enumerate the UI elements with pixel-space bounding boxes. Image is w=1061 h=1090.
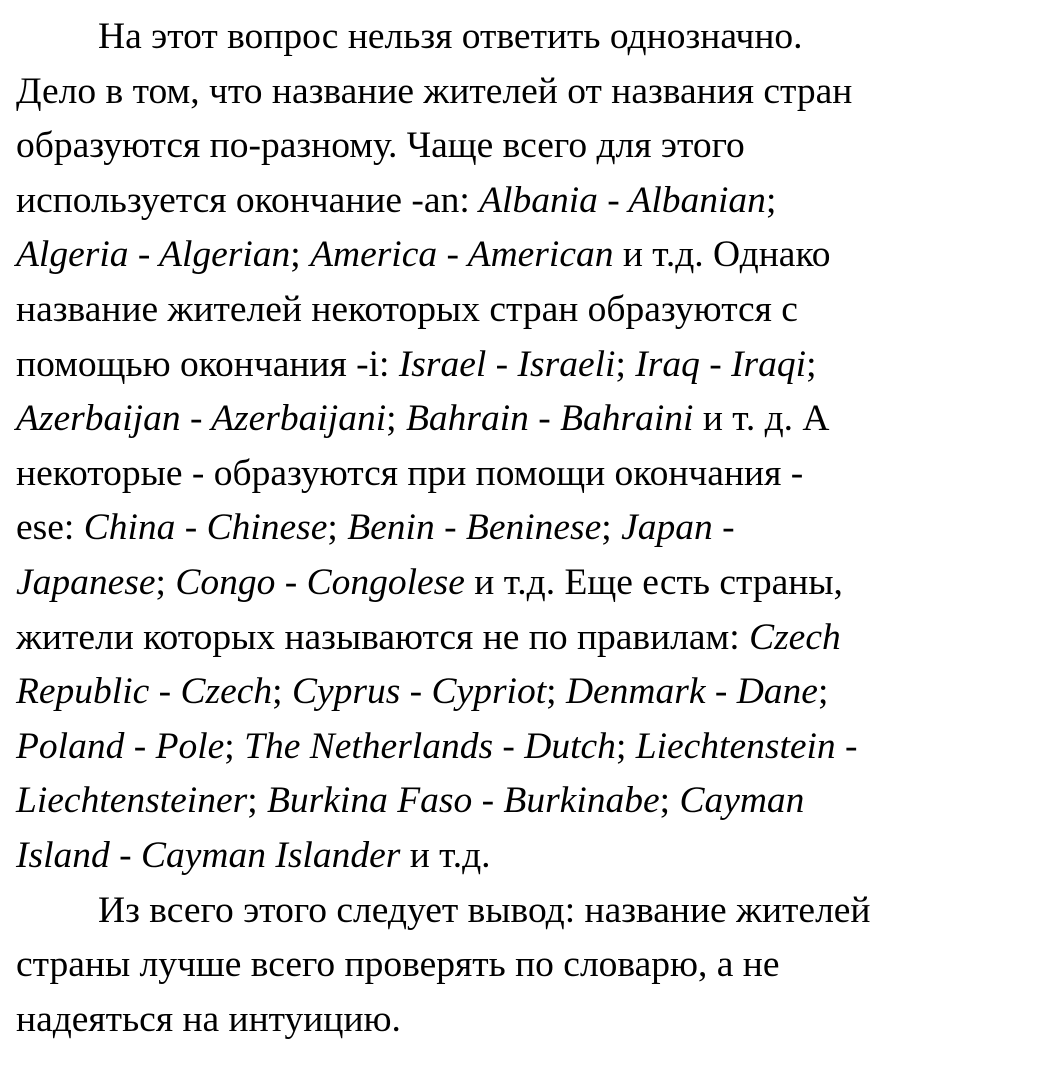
text-run: ; — [386, 398, 406, 440]
italic-text-run: Albania - Albanian — [479, 179, 766, 221]
text-line — [16, 829, 1047, 884]
italic-text-run: Burkina Faso - Burkinabe — [267, 780, 660, 822]
text-run: ; — [224, 725, 245, 767]
text-line — [16, 10, 1047, 65]
text-line — [16, 611, 1047, 666]
italic-text-run: Liechtensteiner — [16, 780, 248, 822]
italic-text-run: Algeria - Algerian — [16, 234, 291, 276]
text-line — [16, 228, 1047, 283]
text-run: Из всего этого следует вывод: название жителей — [98, 889, 871, 931]
text-line — [16, 938, 1047, 993]
text-run: надеяться на интуицию. — [16, 998, 401, 1040]
italic-text-run: Congo - Congolese — [175, 561, 465, 603]
italic-text-run: Japanese — [16, 561, 156, 603]
text-line — [16, 993, 1047, 1048]
text-line — [16, 447, 1047, 502]
italic-text-run: Bahrain - Bahraini — [405, 398, 694, 440]
italic-text-run: Israel - Israeli — [398, 343, 616, 385]
text-run: ; — [247, 780, 267, 822]
italic-text-run: Republic - Czech — [16, 671, 273, 713]
italic-text-run: Iraq - Iraqi — [635, 343, 807, 385]
text-run: используется окончание -an: — [16, 179, 480, 221]
text-line — [16, 665, 1047, 720]
italic-text-run: Czech — [749, 616, 841, 658]
text-run: ; — [546, 671, 566, 713]
italic-text-run: Cayman — [679, 780, 805, 822]
text-run: ; — [601, 507, 622, 549]
text-run: жители которых называются не по правилам: — [16, 616, 750, 658]
italic-text-run: Island - Cayman Islander — [16, 834, 401, 876]
text-line — [16, 774, 1047, 829]
italic-text-run: Denmark - Dane — [565, 671, 818, 713]
text-run: и т.д. Еще есть страны, — [464, 561, 843, 603]
text-run: название жителей некоторых стран образуются с — [16, 288, 798, 330]
text-line — [16, 338, 1047, 393]
text-run: ; — [290, 234, 311, 276]
text-line — [16, 283, 1047, 338]
text-run: и т.д. Однако — [613, 234, 831, 276]
text-run: ; — [806, 343, 817, 385]
text-line — [16, 501, 1047, 556]
text-line — [16, 884, 1047, 939]
italic-text-run: The Netherlands - Dutch — [244, 725, 616, 767]
text-run: образуются по-разному. Чаще всего для этого — [16, 125, 745, 167]
text-run: страны лучше всего проверять по словарю, а не — [16, 944, 780, 986]
text-line — [16, 720, 1047, 775]
text-run: ese: — [16, 507, 84, 549]
text-run: ; — [327, 507, 348, 549]
text-run: ; — [765, 179, 777, 221]
text-run: некоторые - образуются при помощи окончания - — [16, 452, 804, 494]
italic-text-run: Cyprus - Cypriot — [291, 671, 547, 713]
text-run: Дело в том, что название жителей от названия стран — [16, 70, 853, 112]
text-run: ; — [155, 561, 176, 603]
text-run: ; — [615, 725, 636, 767]
italic-text-run: Liechtenstein - — [635, 725, 858, 767]
text-run: и т.д. — [400, 834, 491, 876]
document-body — [16, 10, 1047, 1047]
italic-text-run: Benin - Beninese — [347, 507, 602, 549]
text-run: ; — [817, 671, 829, 713]
text-run: и т. д. А — [693, 398, 830, 440]
italic-text-run: America - American — [310, 234, 614, 276]
italic-text-run: Poland - Pole — [16, 725, 225, 767]
text-run: ; — [615, 343, 636, 385]
text-line — [16, 392, 1047, 447]
text-line — [16, 174, 1047, 229]
paragraph — [16, 10, 1047, 884]
text-line — [16, 556, 1047, 611]
paragraph — [16, 884, 1047, 1048]
text-run: На этот вопрос нельзя ответить однозначно. — [98, 16, 803, 57]
text-run: ; — [659, 780, 680, 822]
text-run: ; — [272, 671, 292, 713]
text-run: помощью окончания -i: — [16, 343, 399, 385]
italic-text-run: Azerbaijan - Azerbaijani — [16, 398, 387, 440]
text-line — [16, 119, 1047, 174]
italic-text-run: Japan - — [621, 507, 735, 549]
text-line — [16, 65, 1047, 120]
italic-text-run: China - Chinese — [83, 507, 328, 549]
